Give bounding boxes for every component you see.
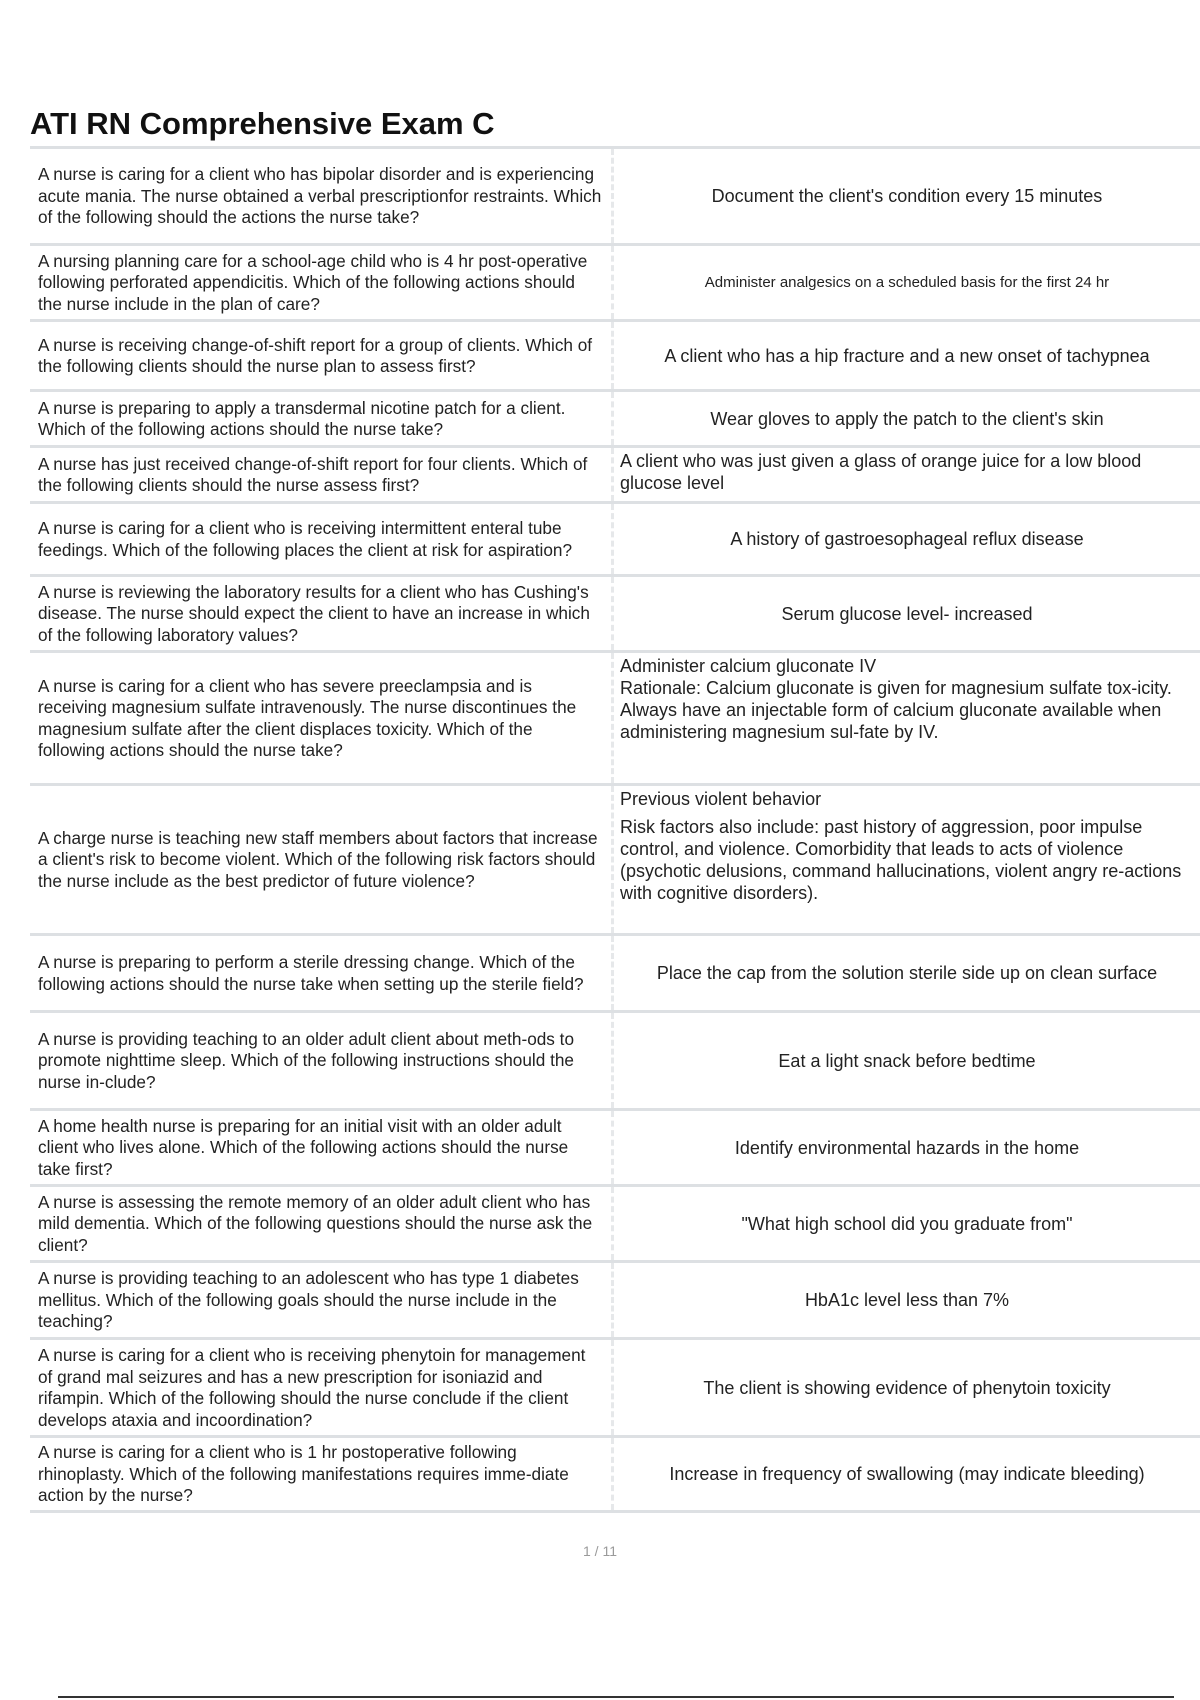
answer-text: Previous violent behavior [620, 789, 822, 809]
question-cell: A nurse is reviewing the laboratory results for a client who has Cushing's disease. The nurse should expect the client to have an increase in which of the following laboratory values? [30, 577, 614, 650]
answer-cell: Place the cap from the solution sterile side up on clean surface [656, 963, 1158, 983]
question-cell: A nurse is caring for a client who has severe preeclampsia and is receiving magnesium sulfate intravenously. The nurse discontinues the magnesium sulfate after the client displaces toxicity. Which of the following actions should the nurse take? [30, 653, 614, 783]
table-row [30, 1013, 1200, 1111]
question-cell: A nurse is caring for a client who is receiving phenytoin for management of grand mal seizures and has a new prescription for isoniazid and rifampin. Which of the following should the nurse conclude if the client develops ataxia and incoordination? [30, 1340, 614, 1435]
table-row [30, 246, 1200, 322]
page-title: ATI RN Comprehensive Exam C [30, 106, 495, 141]
answer-cell: Document the client's condition every 15 minutes [711, 186, 1103, 206]
table-row [30, 322, 1200, 392]
table-row [30, 504, 1200, 577]
table-row [30, 786, 1200, 936]
table-row [30, 1438, 1200, 1513]
answer-cell: A client who was just given a glass of orange juice for a low blood glucose level [620, 451, 1142, 493]
rationale-text: Risk factors also include: past history of aggression, poor impulse control, and violence. Comorbidity that leads to acts of violence (psychotic delusions, command hallucinations, violent angry re-actions with cognitive disorders). [620, 817, 1182, 903]
table-row [30, 1111, 1200, 1187]
rationale-text: Rationale: Calcium gluconate is given for magnesium sulfate tox-icity. Always have an injectable form of calcium gluconate available when administering magnesium sul-fate by IV. [620, 678, 1172, 742]
table-row [30, 1263, 1200, 1340]
answer-cell: Administer analgesics on a scheduled basis for the first 24 hr [704, 273, 1110, 291]
answer-cell: Increase in frequency of swallowing (may indicate bleeding) [669, 1464, 1145, 1484]
answer-cell: Serum glucose level- increased [781, 603, 1033, 624]
qa-table [30, 146, 1200, 1513]
question-cell: A charge nurse is teaching new staff members about factors that increase a client's risk to become violent. Which of the following risk factors should the nurse include as the best predictor of future violence? [30, 786, 614, 933]
table-row [30, 448, 1200, 504]
footer-divider [58, 1696, 1174, 1698]
question-cell: A nurse is providing teaching to an older adult client about meth-ods to promote nighttime sleep. Which of the following instructions should the nurse in-clude? [30, 1013, 614, 1108]
answer-cell: Wear gloves to apply the patch to the client's skin [710, 408, 1104, 429]
answer-cell [614, 786, 1200, 933]
answer-text: Administer calcium gluconate IV [620, 656, 877, 676]
answer-cell: "What high school did you graduate from" [741, 1213, 1073, 1234]
answer-cell: A history of gastroesophageal reflux disease [730, 529, 1084, 549]
table-row [30, 653, 1200, 786]
answer-cell: HbA1c level less than 7% [804, 1290, 1010, 1310]
table-row [30, 936, 1200, 1013]
answer-cell: A client who has a hip fracture and a new onset of tachypnea [664, 345, 1150, 366]
question-cell: A nurse is providing teaching to an adolescent who has type 1 diabetes mellitus. Which of the following goals should the nurse include in the teaching? [30, 1263, 614, 1337]
question-cell: A nurse is preparing to apply a transdermal nicotine patch for a client. Which of the following actions should the nurse take? [30, 392, 614, 445]
answer-cell: Identify environmental hazards in the home [734, 1137, 1080, 1158]
answer-cell [614, 653, 1200, 783]
page-number: 1 / 11 [583, 1543, 617, 1559]
answer-cell: Eat a light snack before bedtime [778, 1050, 1036, 1071]
question-cell: A home health nurse is preparing for an initial visit with an older adult client who lives alone. Which of the following actions should the nurse take first? [30, 1111, 614, 1184]
question-cell: A nursing planning care for a school-age child who is 4 hr post-operative following perforated appendicitis. Which of the following actions should the nurse include in the plan of care? [30, 246, 614, 319]
table-row [30, 577, 1200, 653]
question-cell: A nurse is assessing the remote memory of an older adult client who has mild dementia. Which of the following questions should the nurse ask the client? [30, 1187, 614, 1260]
question-cell: A nurse has just received change-of-shift report for four clients. Which of the following clients should the nurse assess first? [30, 448, 614, 501]
table-row [30, 1340, 1200, 1438]
question-cell: A nurse is preparing to perform a sterile dressing change. Which of the following actions should the nurse take when setting up the sterile field? [30, 936, 614, 1010]
table-row [30, 1187, 1200, 1263]
table-row [30, 392, 1200, 448]
question-cell: A nurse is caring for a client who is 1 hr postoperative following rhinoplasty. Which of the following manifestations requires imme-diate action by the nurse? [30, 1438, 614, 1510]
question-cell: A nurse is caring for a client who is receiving intermittent enteral tube feedings. Which of the following places the client at risk for aspiration? [30, 504, 614, 574]
answer-cell: The client is showing evidence of phenytoin toxicity [703, 1377, 1111, 1398]
question-cell: A nurse is receiving change-of-shift report for a group of clients. Which of the following clients should the nurse plan to assess first? [30, 322, 614, 389]
table-row [30, 149, 1200, 246]
question-cell: A nurse is caring for a client who has bipolar disorder and is experiencing acute mania. The nurse obtained a verbal prescriptionfor restraints. Which of the following should the actions the nurse take? [30, 149, 614, 243]
